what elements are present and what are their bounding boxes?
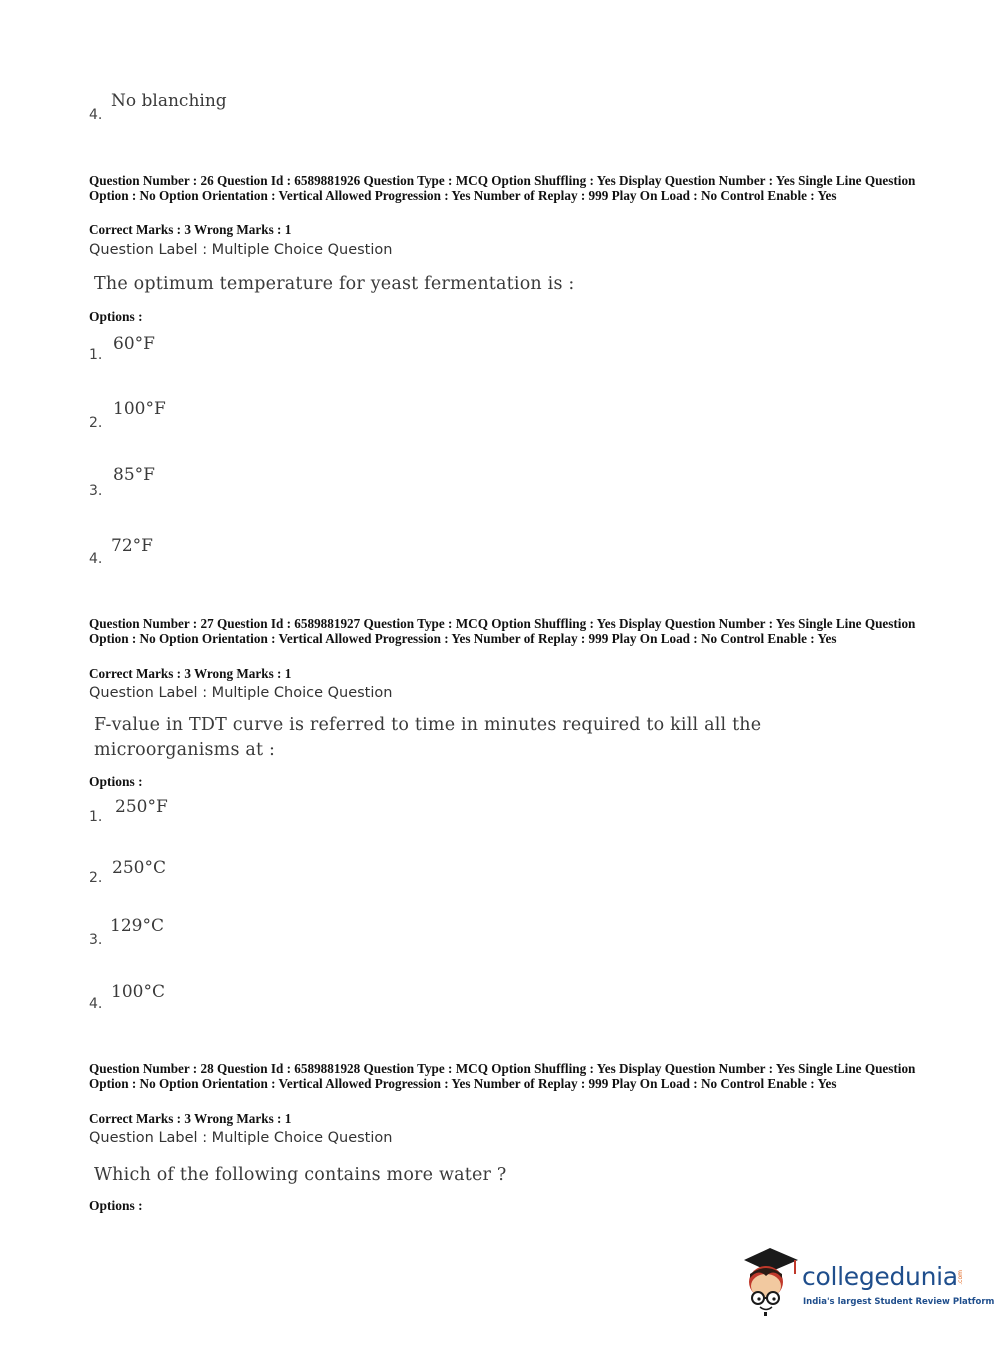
logo-suffix: .com (957, 1270, 964, 1285)
option-number: 2. (89, 415, 103, 431)
option-number: 3. (89, 483, 103, 499)
option-number: 4. (89, 107, 103, 123)
option-text: 60°F (113, 334, 155, 354)
option-number: 4. (89, 996, 103, 1012)
question-marks: Correct Marks : 3 Wrong Marks : 1 (89, 222, 292, 237)
option-text: 100°C (111, 982, 165, 1002)
option-text: No blanching (111, 91, 227, 111)
logo-tagline: India's largest Student Review Platform (803, 1297, 995, 1307)
options-heading: Options : (89, 1198, 143, 1213)
question-text: The optimum temperature for yeast fermentation is : (94, 274, 575, 294)
options-heading: Options : (89, 774, 143, 789)
option-text: 250°C (112, 858, 166, 878)
option-text: 72°F (111, 536, 153, 556)
question-label: Question Label : Multiple Choice Question (89, 685, 393, 701)
question-meta: Question Number : 26 Question Id : 6589881926 Question Type : MCQ Option Shuffling : Yes Display Question Number : Yes Single Line Question Option : No Option Orientation : Vertical Allowed Progression : Yes Number of Replay : 999 Play On Load : No Control Enable : Yes (89, 173, 916, 203)
logo-wordmark: collegedunia (802, 1262, 958, 1291)
question-text: Which of the following contains more water ? (94, 1165, 507, 1185)
question-marks: Correct Marks : 3 Wrong Marks : 1 (89, 666, 292, 681)
options-heading: Options : (89, 309, 143, 324)
mascot-icon (740, 1246, 802, 1318)
option-text: 250°F (115, 797, 168, 817)
option-number: 1. (89, 809, 103, 825)
question-meta: Question Number : 28 Question Id : 6589881928 Question Type : MCQ Option Shuffling : Yes Display Question Number : Yes Single Line Question Option : No Option Orientation : Vertical Allowed Progression : Yes Number of Replay : 999 Play On Load : No Control Enable : Yes (89, 1061, 916, 1091)
option-text: 129°C (110, 916, 164, 936)
question-label: Question Label : Multiple Choice Question (89, 1130, 393, 1146)
question-text: F-value in TDT curve is referred to time in minutes required to kill all the microorganisms at : (94, 715, 762, 760)
question-marks: Correct Marks : 3 Wrong Marks : 1 (89, 1111, 292, 1126)
question-meta: Question Number : 27 Question Id : 6589881927 Question Type : MCQ Option Shuffling : Yes Display Question Number : Yes Single Line Question Option : No Option Orientation : Vertical Allowed Progression : Yes Number of Replay : 999 Play On Load : No Control Enable : Yes (89, 616, 916, 646)
option-text: 85°F (113, 465, 155, 485)
question-label: Question Label : Multiple Choice Question (89, 242, 393, 258)
option-number: 1. (89, 347, 103, 363)
option-number: 4. (89, 551, 103, 567)
option-number: 3. (89, 932, 103, 948)
option-text: 100°F (113, 399, 166, 419)
option-number: 2. (89, 870, 103, 886)
